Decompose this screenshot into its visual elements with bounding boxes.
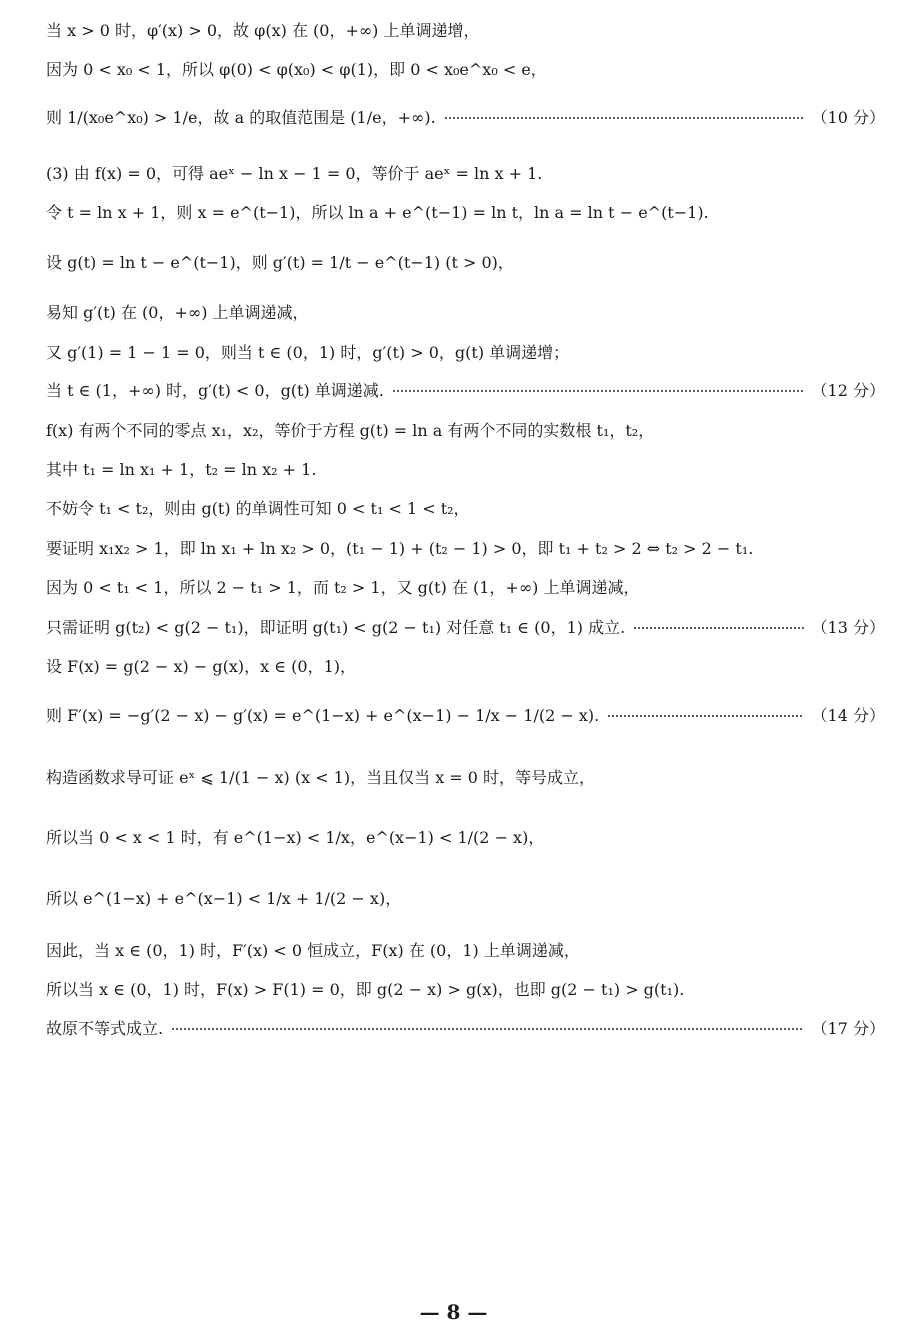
solution-line-9 xyxy=(46,381,885,401)
solution-line-1 xyxy=(46,21,885,41)
line-text: 故原不等式成立. xyxy=(46,1019,164,1038)
leader-dots xyxy=(607,715,803,717)
page-number: — 8 — xyxy=(419,1300,488,1324)
line-text: 设 F(x) = g(2 − x) − g(x)，x ∈ (0，1)， xyxy=(46,657,356,676)
solution-line-15 xyxy=(46,618,885,638)
line-text: 不妨令 t₁ < t₂，则由 g(t) 的单调性可知 0 < t₁ < 1 < t₂， xyxy=(46,499,470,518)
solution-line-22 xyxy=(46,980,885,1000)
line-text: 所以 e^(1−x) + e^(x−1) < 1/x + 1/(2 − x)， xyxy=(46,889,402,908)
line-text: 易知 g′(t) 在 (0，+∞) 上单调递减， xyxy=(46,303,309,322)
leader-dots xyxy=(171,1028,803,1030)
line-text: 因为 0 < t₁ < 1，所以 2 − t₁ > 1，而 t₂ > 1，又 g(t) 在 (1，+∞) 上单调递减， xyxy=(46,578,640,597)
line-text: 则 1/(x₀e^x₀) > 1/e，故 a 的取值范围是 (1/e，+∞). xyxy=(46,108,436,127)
line-text: 构造函数求导可证 eˣ ⩽ 1/(1 − x) (x < 1)，当且仅当 x = 0 时，等号成立， xyxy=(46,768,596,787)
solution-line-21 xyxy=(46,941,885,961)
solution-line-2 xyxy=(46,60,885,80)
line-text: 则 F′(x) = −g′(2 − x) − g′(x) = e^(1−x) + e^(x−1) − 1/x − 1/(2 − x). xyxy=(46,706,600,725)
line-text: 当 t ∈ (1，+∞) 时，g′(t) < 0，g(t) 单调递减. xyxy=(46,381,384,400)
line-text: 又 g′(1) = 1 − 1 = 0，则当 t ∈ (0，1) 时，g′(t) > 0，g(t) 单调递增； xyxy=(46,343,570,362)
solution-line-18 xyxy=(46,768,885,788)
solution-line-10 xyxy=(46,421,885,441)
solution-line-20 xyxy=(46,889,885,909)
score-label: （17 分） xyxy=(811,1019,885,1038)
solution-line-17 xyxy=(46,706,885,726)
solution-line-8 xyxy=(46,343,885,363)
line-text: f(x) 有两个不同的零点 x₁，x₂，等价于方程 g(t) = ln a 有两个不同的实数根 t₁，t₂， xyxy=(46,421,655,440)
line-text: 当 x > 0 时，φ′(x) > 0，故 φ(x) 在 (0，+∞) 上单调递增， xyxy=(46,21,480,40)
solution-line-23 xyxy=(46,1019,885,1039)
solution-line-4 xyxy=(46,164,885,184)
score-label: （13 分） xyxy=(811,618,885,637)
line-text: 只需证明 g(t₂) < g(2 − t₁)，即证明 g(t₁) < g(2 − t₁) 对任意 t₁ ∈ (0，1) 成立. xyxy=(46,618,626,637)
line-text: 因为 0 < x₀ < 1，所以 φ(0) < φ(x₀) < φ(1)，即 0 < x₀e^x₀ < e， xyxy=(46,60,547,79)
score-label: （10 分） xyxy=(811,108,885,127)
solution-line-12 xyxy=(46,499,885,519)
leader-dots xyxy=(392,390,804,392)
line-text: 令 t = ln x + 1，则 x = e^(t−1)，所以 ln a + e^(t−1) = ln t，ln a = ln t − e^(t−1). xyxy=(46,203,709,222)
line-text: 设 g(t) = ln t − e^(t−1)，则 g′(t) = 1/t − e^(t−1) (t > 0)， xyxy=(46,253,514,272)
leader-dots xyxy=(444,117,804,119)
line-text: 所以当 0 < x < 1 时，有 e^(1−x) < 1/x，e^(x−1) < 1/(2 − x)， xyxy=(46,828,545,847)
solution-line-16 xyxy=(46,657,885,677)
score-label: （12 分） xyxy=(811,381,885,400)
solution-line-11 xyxy=(46,460,885,480)
solution-line-19 xyxy=(46,828,885,848)
line-text: 要证明 x₁x₂ > 1，即 ln x₁ + ln x₂ > 0，(t₁ − 1) + (t₂ − 1) > 0，即 t₁ + t₂ > 2 ⇔ t₂ > 2 − t₁. xyxy=(46,539,754,558)
score-label: （14 分） xyxy=(811,706,885,725)
line-text: (3) 由 f(x) = 0，可得 aeˣ − ln x − 1 = 0，等价于 aeˣ = ln x + 1. xyxy=(46,164,543,183)
solution-line-13 xyxy=(46,539,885,559)
line-text: 因此，当 x ∈ (0，1) 时，F′(x) < 0 恒成立，F(x) 在 (0，1) 上单调递减， xyxy=(46,941,580,960)
solution-line-3 xyxy=(46,108,885,128)
line-text: 所以当 x ∈ (0，1) 时，F(x) > F(1) = 0，即 g(2 − x) > g(x)，也即 g(2 − t₁) > g(t₁). xyxy=(46,980,685,999)
solution-line-7 xyxy=(46,303,885,323)
line-text: 其中 t₁ = ln x₁ + 1，t₂ = ln x₂ + 1. xyxy=(46,460,317,479)
solution-line-14 xyxy=(46,578,885,598)
solution-line-5 xyxy=(46,203,885,223)
leader-dots xyxy=(633,627,803,629)
solution-line-6 xyxy=(46,253,885,273)
